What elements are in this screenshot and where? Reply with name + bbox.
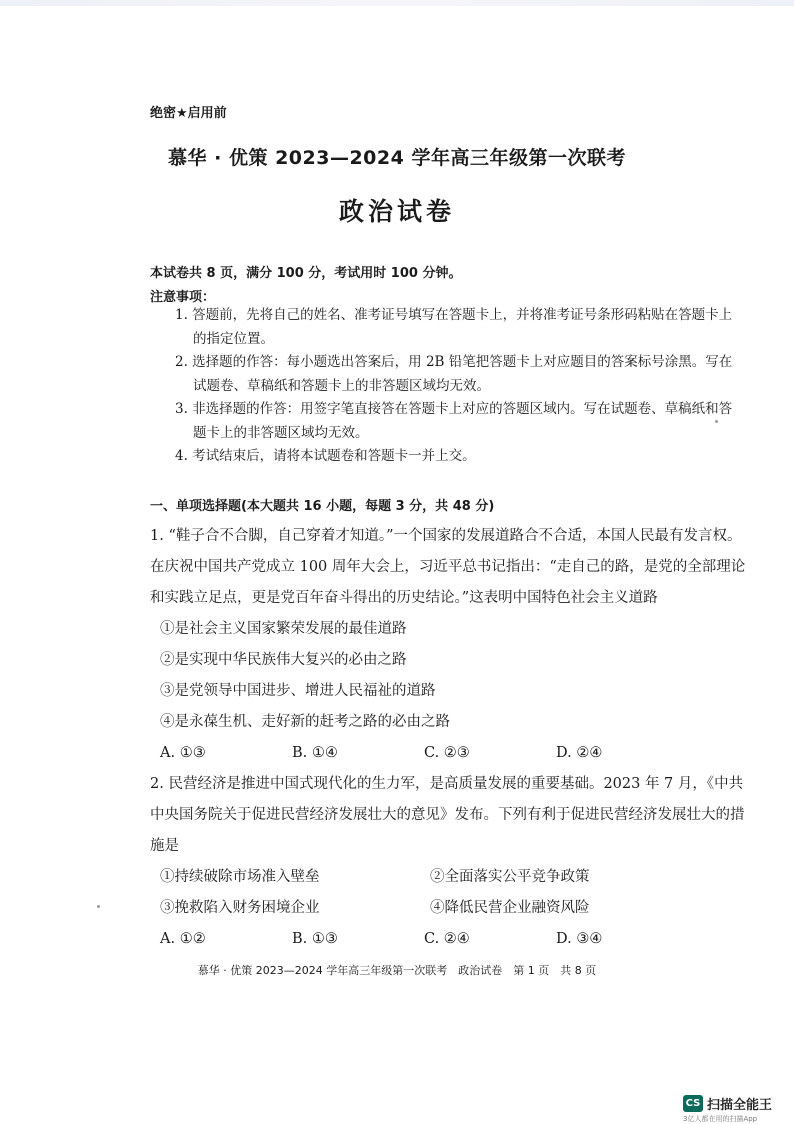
section-heading: 一、单项选择题(本大题共 16 小题，每题 3 分，共 48 分) bbox=[150, 499, 495, 514]
exam-info: 本试卷共 8 页，满分 100 分，考试用时 100 分钟。 bbox=[150, 266, 462, 281]
notice-list bbox=[175, 304, 745, 469]
confidential-label: 绝密★启用前 bbox=[150, 106, 227, 121]
question-1 bbox=[150, 521, 750, 769]
statement: ②全面落实公平竞争政策 bbox=[430, 869, 590, 885]
statement: ①是社会主义国家繁荣发展的最佳道路 bbox=[160, 621, 407, 637]
statement: ④是永葆生机、走好新的赶考之路的必由之路 bbox=[160, 714, 450, 730]
statement: ④降低民营企业融资风险 bbox=[430, 900, 590, 916]
watermark-name: 扫描全能王 bbox=[707, 1098, 773, 1113]
notice-heading: 注意事项： bbox=[150, 290, 216, 305]
option-d: D. ③④ bbox=[556, 931, 603, 947]
statement: ②是实现中华民族伟大复兴的必由之路 bbox=[160, 652, 407, 668]
option-a: A. ①② bbox=[160, 931, 206, 947]
statement-grid bbox=[150, 862, 750, 924]
answer-options bbox=[150, 738, 750, 769]
option-b: B. ①④ bbox=[292, 745, 338, 761]
answer-options bbox=[150, 924, 750, 955]
scan-speck bbox=[715, 420, 718, 423]
scan-edge bbox=[0, 0, 794, 6]
option-c: C. ②④ bbox=[424, 931, 470, 947]
statement: ①持续破除市场准入壁垒 bbox=[160, 869, 320, 885]
option-a: A. ①③ bbox=[160, 745, 206, 761]
option-c: C. ②③ bbox=[424, 745, 470, 761]
notice-item: 4. 考试结束后，请将本试题卷和答题卡一并上交。 bbox=[175, 448, 476, 464]
camscanner-logo-icon: CS bbox=[683, 1095, 703, 1112]
statement: ③挽救陷入财务困境企业 bbox=[160, 900, 320, 916]
notice-item: 3. 非选择题的作答：用签字笔直接答在答题卡上对应的答题区域内。写在试题卷、草稿纸和答题卡上的非答题区域均无效。 bbox=[175, 401, 733, 441]
notice-item: 2. 选择题的作答：每小题选出答案后，用 2B 铅笔把答题卡上对应题目的答案标号涂黑。写在试题卷、草稿纸和答题卡上的非答题区域均无效。 bbox=[175, 354, 733, 394]
option-d: D. ②④ bbox=[556, 745, 603, 761]
notice-item: 1. 答题前，先将自己的姓名、准考证号填写在答题卡上，并将准考证号条形码粘贴在答题卡上的指定位置。 bbox=[175, 307, 733, 347]
option-b: B. ①③ bbox=[292, 931, 338, 947]
page-footer: 慕华 · 优策 2023—2024 学年高三年级第一次联考 政治试卷 第 1 页 共 8 页 bbox=[197, 964, 597, 977]
question-stem: 2. 民营经济是推进中国式现代化的生力军，是高质量发展的重要基础。2023 年 7 月，《中共中央国务院关于促进民营经济发展壮大的意见》发布。下列有利于促进民营经济发展壮大的措施是 bbox=[150, 776, 745, 854]
scan-speck bbox=[97, 905, 100, 908]
scanner-watermark bbox=[683, 1094, 772, 1113]
statement: ③是党领导中国进步、增进人民福祉的道路 bbox=[160, 683, 436, 699]
question-stem: 1. “鞋子合不合脚，自己穿着才知道。”一个国家的发展道路合不合适，本国人民最有发言权。在庆祝中国共产党成立 100 周年大会上，习近平总书记指出：“走自己的路，是党的全部理论和实践立足点，更是党百年奋斗得出的历史结论。”这表明中国特色社会主义道路 bbox=[150, 528, 746, 606]
watermark-tagline: 3亿人都在用的扫描App bbox=[683, 1115, 758, 1123]
exam-title: 慕华 · 优策 2023—2024 学年高三年级第一次联考 bbox=[168, 147, 626, 169]
subject-title: 政治试卷 bbox=[338, 197, 455, 226]
question-2 bbox=[150, 769, 750, 955]
